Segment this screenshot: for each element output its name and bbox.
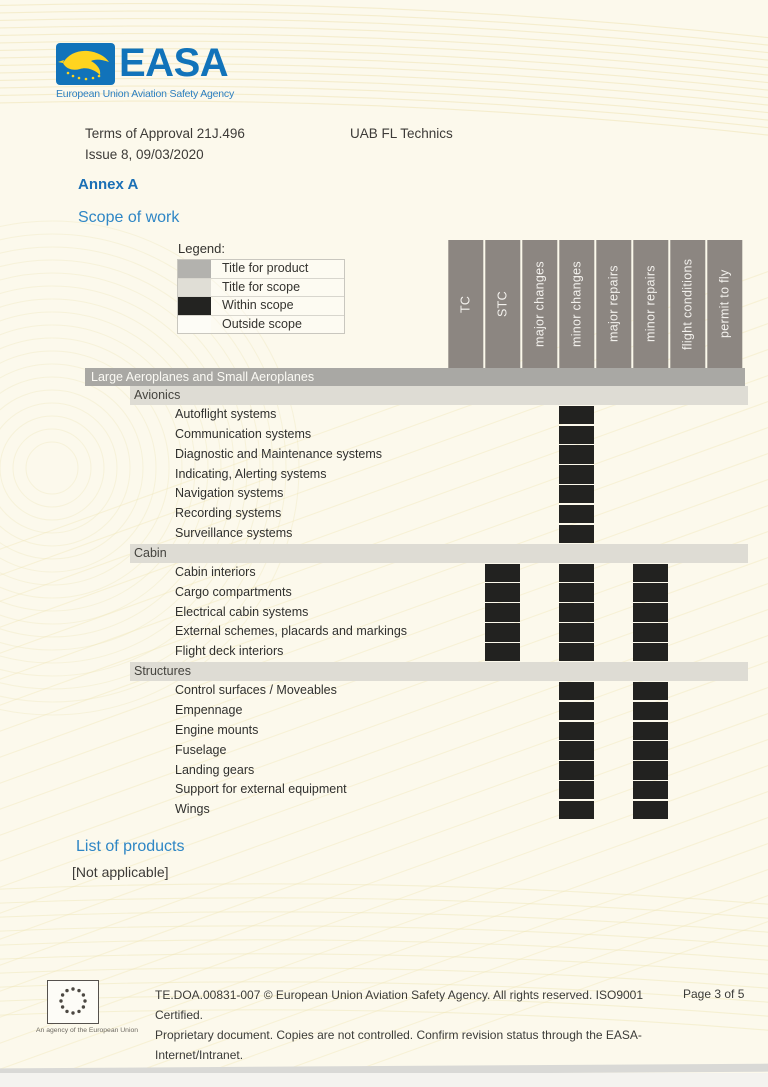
within-scope-cell-minor-repairs [633,761,668,779]
within-scope-cell-STC [485,603,520,621]
legend-box [177,259,345,334]
scope-item-label: Fuselage [175,742,227,757]
within-scope-cell-minor-repairs [633,623,668,641]
legend-label: Within scope [222,298,294,312]
scope-item-label: Surveillance systems [175,526,293,541]
within-scope-cell-minor-changes [559,445,594,463]
easa-logo-icon [56,43,115,85]
scope-item-row [0,563,768,583]
scope-item-label: Navigation systems [175,486,284,501]
within-scope-cell-STC [485,583,520,601]
within-scope-cell-minor-changes [559,741,594,759]
within-scope-cell-minor-changes [559,801,594,819]
legend-swatch [178,260,211,278]
within-scope-cell-minor-repairs [633,702,668,720]
organisation-name: UAB FL Technics [350,126,453,141]
easa-tagline: European Union Aviation Safety Agency [56,88,235,100]
scope-item-label: External schemes, placards and markings [175,624,408,639]
within-scope-cell-minor-changes [559,603,594,621]
scope-item-row [0,484,768,504]
column-header-permit-to-fly: permit to fly [707,240,742,368]
scope-item-label: Cargo compartments [175,584,292,599]
column-header-minor-repairs: minor repairs [633,240,668,368]
column-header-flight-conditions: flight conditions [670,240,705,368]
scope-item-label: Electrical cabin systems [175,604,309,619]
column-header-major-changes: major changes [522,240,557,368]
legend-label: Title for product [222,261,309,275]
within-scope-cell-minor-changes [559,623,594,641]
within-scope-cell-minor-changes [559,781,594,799]
scope-title-bar: Cabin [130,544,748,563]
scope-item-label: Support for external equipment [175,782,347,797]
column-header-minor-changes: minor changes [559,240,594,368]
eu-flag-stars [48,981,98,1023]
scope-item-row [0,445,768,465]
list-of-products-value: [Not applicable] [72,864,169,880]
within-scope-cell-minor-changes [559,682,594,700]
legend-title: Legend: [178,241,225,256]
scope-item-label: Cabin interiors [175,564,256,579]
legend-row [178,315,344,334]
eu-flag-icon [47,980,99,1024]
scope-of-work-heading: Scope of work [78,209,180,226]
scope-item-label: Control surfaces / Moveables [175,683,337,698]
within-scope-cell-minor-changes [559,485,594,503]
scope-item-row [0,405,768,425]
within-scope-cell-minor-repairs [633,722,668,740]
scope-item-label: Flight deck interiors [175,644,284,659]
within-scope-cell-STC [485,564,520,582]
within-scope-cell-minor-repairs [633,564,668,582]
within-scope-cell-minor-changes [559,505,594,523]
legend-swatch [178,279,211,297]
scope-item-row [0,721,768,741]
annex-heading: Annex A [78,176,139,193]
scope-item-row [0,741,768,761]
within-scope-cell-minor-repairs [633,801,668,819]
scope-item-row [0,622,768,642]
within-scope-cell-minor-repairs [633,643,668,661]
within-scope-cell-STC [485,643,520,661]
within-scope-cell-minor-changes [559,643,594,661]
footer-line1: TE.DOA.00831-007 © European Union Aviation Safety Agency. All rights reserved. ISO9001 Certified. [155,988,644,1022]
scope-item-label: Recording systems [175,506,282,521]
scope-item-row [0,583,768,603]
scope-item-label: Empennage [175,702,243,717]
matrix-column-headers [448,240,744,368]
within-scope-cell-minor-repairs [633,583,668,601]
within-scope-cell-minor-changes [559,426,594,444]
footer-line2: Proprietary document. Copies are not controlled. Confirm revision status through the EASA-Internet/Intranet. [155,1028,642,1062]
scope-title-bar: Avionics [130,386,748,405]
page-number: Page 3 of 5 [683,987,745,1001]
scope-of-work-table [0,368,768,820]
column-header-TC: TC [448,240,483,368]
legend-label: Outside scope [222,316,302,331]
within-scope-cell-minor-changes [559,406,594,424]
within-scope-cell-minor-changes [559,761,594,779]
within-scope-cell-minor-repairs [633,781,668,799]
scan-background [0,1073,768,1087]
legend-row [178,260,344,278]
scope-item-row [0,701,768,721]
within-scope-cell-STC [485,623,520,641]
approval-number: Terms of Approval 21J.496 [85,126,245,141]
scope-item-row [0,504,768,524]
scope-item-label: Autoflight systems [175,407,277,421]
approval-issue: Issue 8, 09/03/2020 [85,147,204,162]
column-header-STC: STC [485,240,520,368]
scope-title-bar: Structures [130,662,748,681]
scope-item-row [0,603,768,623]
scope-item-row [0,642,768,662]
scope-item-label: Wings [175,802,210,817]
within-scope-cell-minor-repairs [633,741,668,759]
legend-swatch [178,297,211,315]
scope-item-row [0,681,768,701]
approval-header [85,123,245,165]
scope-item-label: Diagnostic and Maintenance systems [175,446,383,461]
column-header-major-repairs: major repairs [596,240,631,368]
list-of-products-heading: List of products [76,838,185,855]
scope-item-row [0,800,768,820]
easa-wordmark: EASA [119,41,229,85]
within-scope-cell-minor-repairs [633,603,668,621]
within-scope-cell-minor-changes [559,702,594,720]
scope-item-row [0,425,768,445]
within-scope-cell-minor-changes [559,583,594,601]
scope-item-label: Landing gears [175,762,255,777]
eu-agency-caption: An agency of the European Union [36,1027,139,1034]
easa-bird-icon [56,43,115,85]
legend-row [178,296,344,315]
scope-item-row [0,465,768,485]
footer-text [155,985,670,1065]
within-scope-cell-minor-repairs [633,682,668,700]
within-scope-cell-minor-changes [559,564,594,582]
scope-item-label: Engine mounts [175,722,259,737]
scope-item-label: Communication systems [175,426,312,441]
product-title-bar: Large Aeroplanes and Small Aeroplanes [85,368,745,386]
legend-label: Title for scope [222,279,301,294]
within-scope-cell-minor-changes [559,465,594,483]
legend-row [178,278,344,297]
scope-item-label: Indicating, Alerting systems [175,466,327,481]
scope-item-row [0,780,768,800]
scope-item-row [0,524,768,544]
within-scope-cell-minor-changes [559,722,594,740]
within-scope-cell-minor-changes [559,525,594,543]
scope-item-row [0,761,768,781]
legend-swatch [178,316,211,334]
